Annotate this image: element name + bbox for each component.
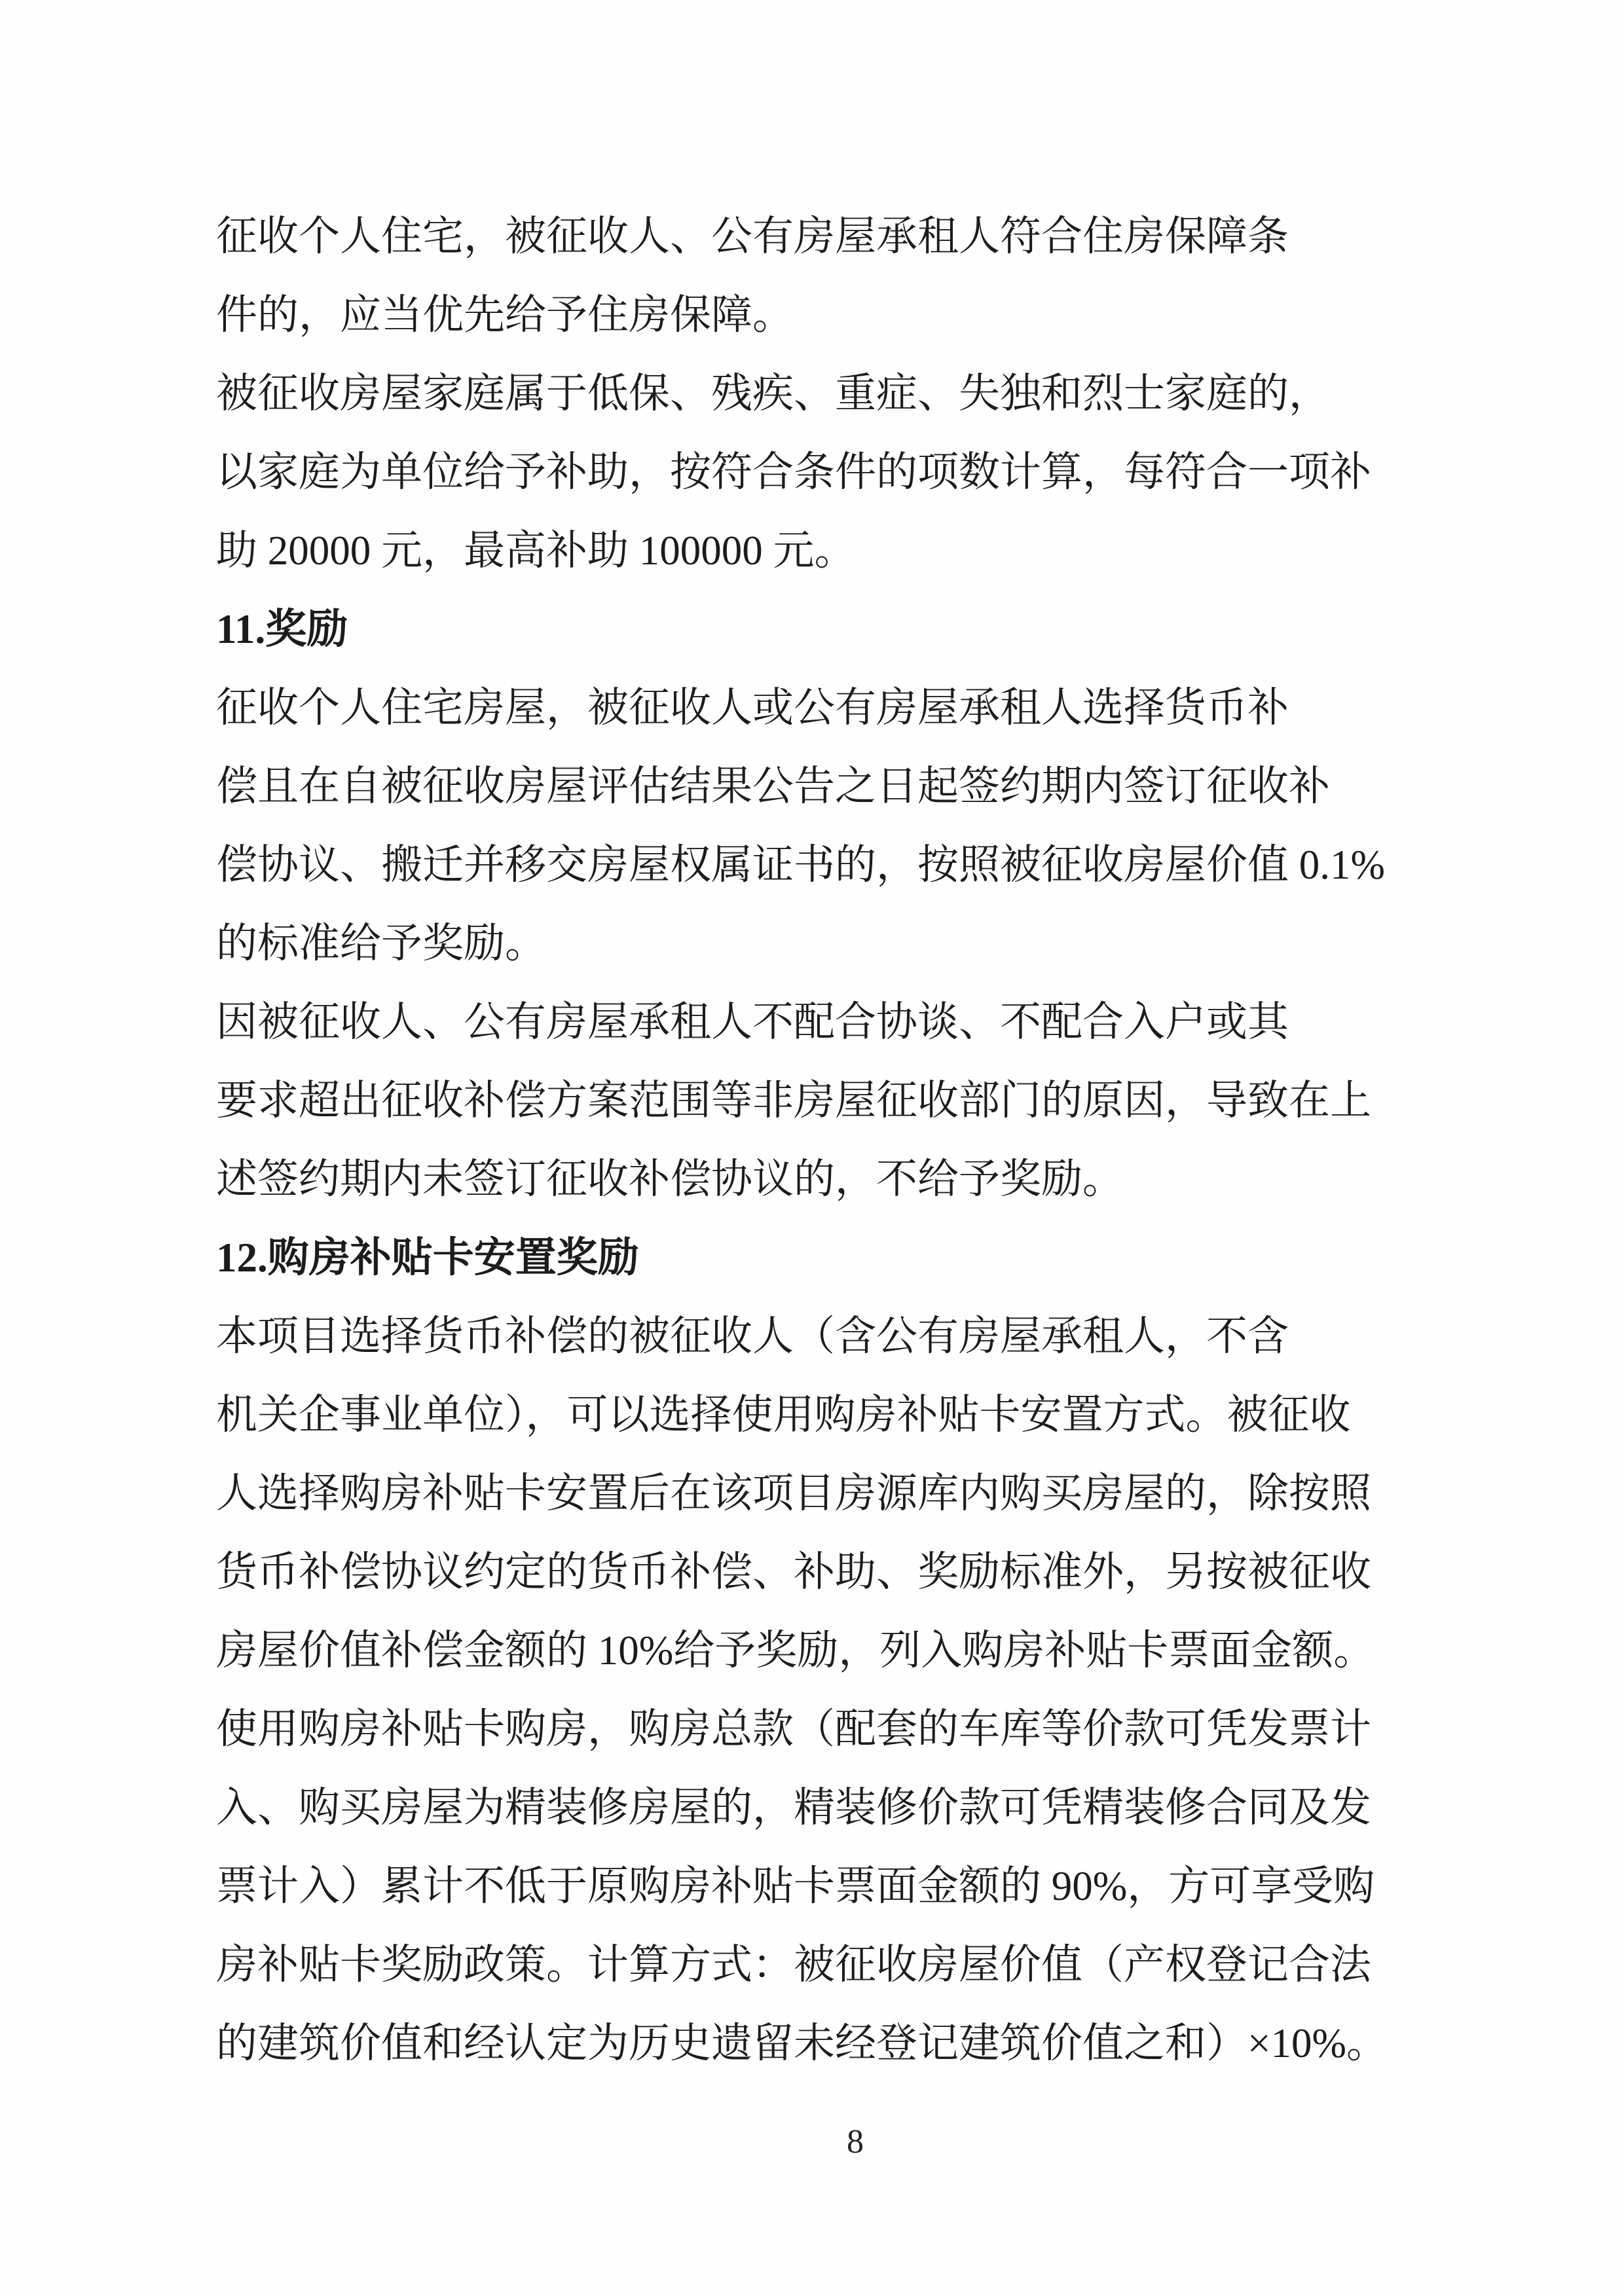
paragraph-line: 人选择购房补贴卡安置后在该项目房源库内购买房屋的，除按照 — [216, 1470, 1371, 1516]
page-number: 8 — [847, 2123, 864, 2160]
paragraph-line: 房屋价值补偿金额的 10%给予奖励，列入购房补贴卡票面金额。 — [216, 1628, 1375, 1673]
paragraph-line: 偿且在自被征收房屋评估结果公告之日起签约期内签订征收补 — [216, 763, 1330, 809]
paragraph-line: 房补贴卡奖励政策。计算方式：被征收房屋价值（产权登记合法 — [216, 1942, 1371, 1988]
paragraph — [216, 354, 1421, 590]
document-body — [216, 197, 1421, 2083]
section-heading-12: 12.购房补贴卡安置奖励 — [216, 1235, 639, 1281]
paragraph-line: 以家庭为单位给予补助，按符合条件的项数计算，每符合一项补 — [216, 449, 1371, 495]
paragraph — [216, 983, 1421, 1218]
paragraph-line: 使用购房补贴卡购房，购房总款（配套的车库等价款可凭发票计 — [216, 1706, 1371, 1752]
paragraph-line: 被征收房屋家庭属于低保、残疾、重症、失独和烈士家庭的， — [216, 371, 1330, 416]
paragraph-line: 述签约期内未签订征收补偿协议的，不给予奖励。 — [216, 1156, 1124, 1202]
paragraph — [216, 668, 1421, 983]
paragraph-line: 机关企事业单位），可以选择使用购房补贴卡安置方式。被征收 — [216, 1392, 1351, 1438]
paragraph-line: 入、购买房屋为精装修房屋的，精装修价款可凭精装修合同及发 — [216, 1785, 1371, 1831]
paragraph-line: 征收个人住宅，被征收人、公有房屋承租人符合住房保障条 — [216, 213, 1289, 259]
paragraph-line: 要求超出征收补偿方案范围等非房屋征收部门的原因，导致在上 — [216, 1078, 1371, 1123]
paragraph-line: 票计入）累计不低于原购房补贴卡票面金额的 90%，方可享受购 — [216, 1863, 1375, 1909]
paragraph-line: 因被征收人、公有房屋承租人不配合协谈、不配合入户或其 — [216, 999, 1289, 1045]
paragraph — [216, 197, 1421, 354]
section-heading-11: 11.奖励 — [216, 606, 348, 652]
paragraph-line: 本项目选择货币补偿的被征收人（含公有房屋承租人，不含 — [216, 1313, 1289, 1359]
paragraph-line: 偿协议、搬迁并移交房屋权属证书的，按照被征收房屋价值 0.1% — [216, 842, 1385, 888]
paragraph-line: 的标准给予奖励。 — [216, 920, 546, 966]
paragraph-line: 货币补偿协议约定的货币补偿、补助、奖励标准外，另按被征收 — [216, 1549, 1371, 1595]
paragraph-line: 的建筑价值和经认定为历史遗留未经登记建筑价值之和）×10%。 — [216, 2020, 1388, 2066]
paragraph-line: 助 20000 元，最高补助 100000 元。 — [216, 528, 856, 574]
paragraph — [216, 1297, 1421, 2083]
paragraph-line: 征收个人住宅房屋，被征收人或公有房屋承租人选择货币补 — [216, 685, 1289, 731]
paragraph-line: 件的，应当优先给予住房保障。 — [216, 292, 794, 338]
paragraph — [216, 1218, 1421, 1297]
paragraph — [216, 590, 1421, 668]
